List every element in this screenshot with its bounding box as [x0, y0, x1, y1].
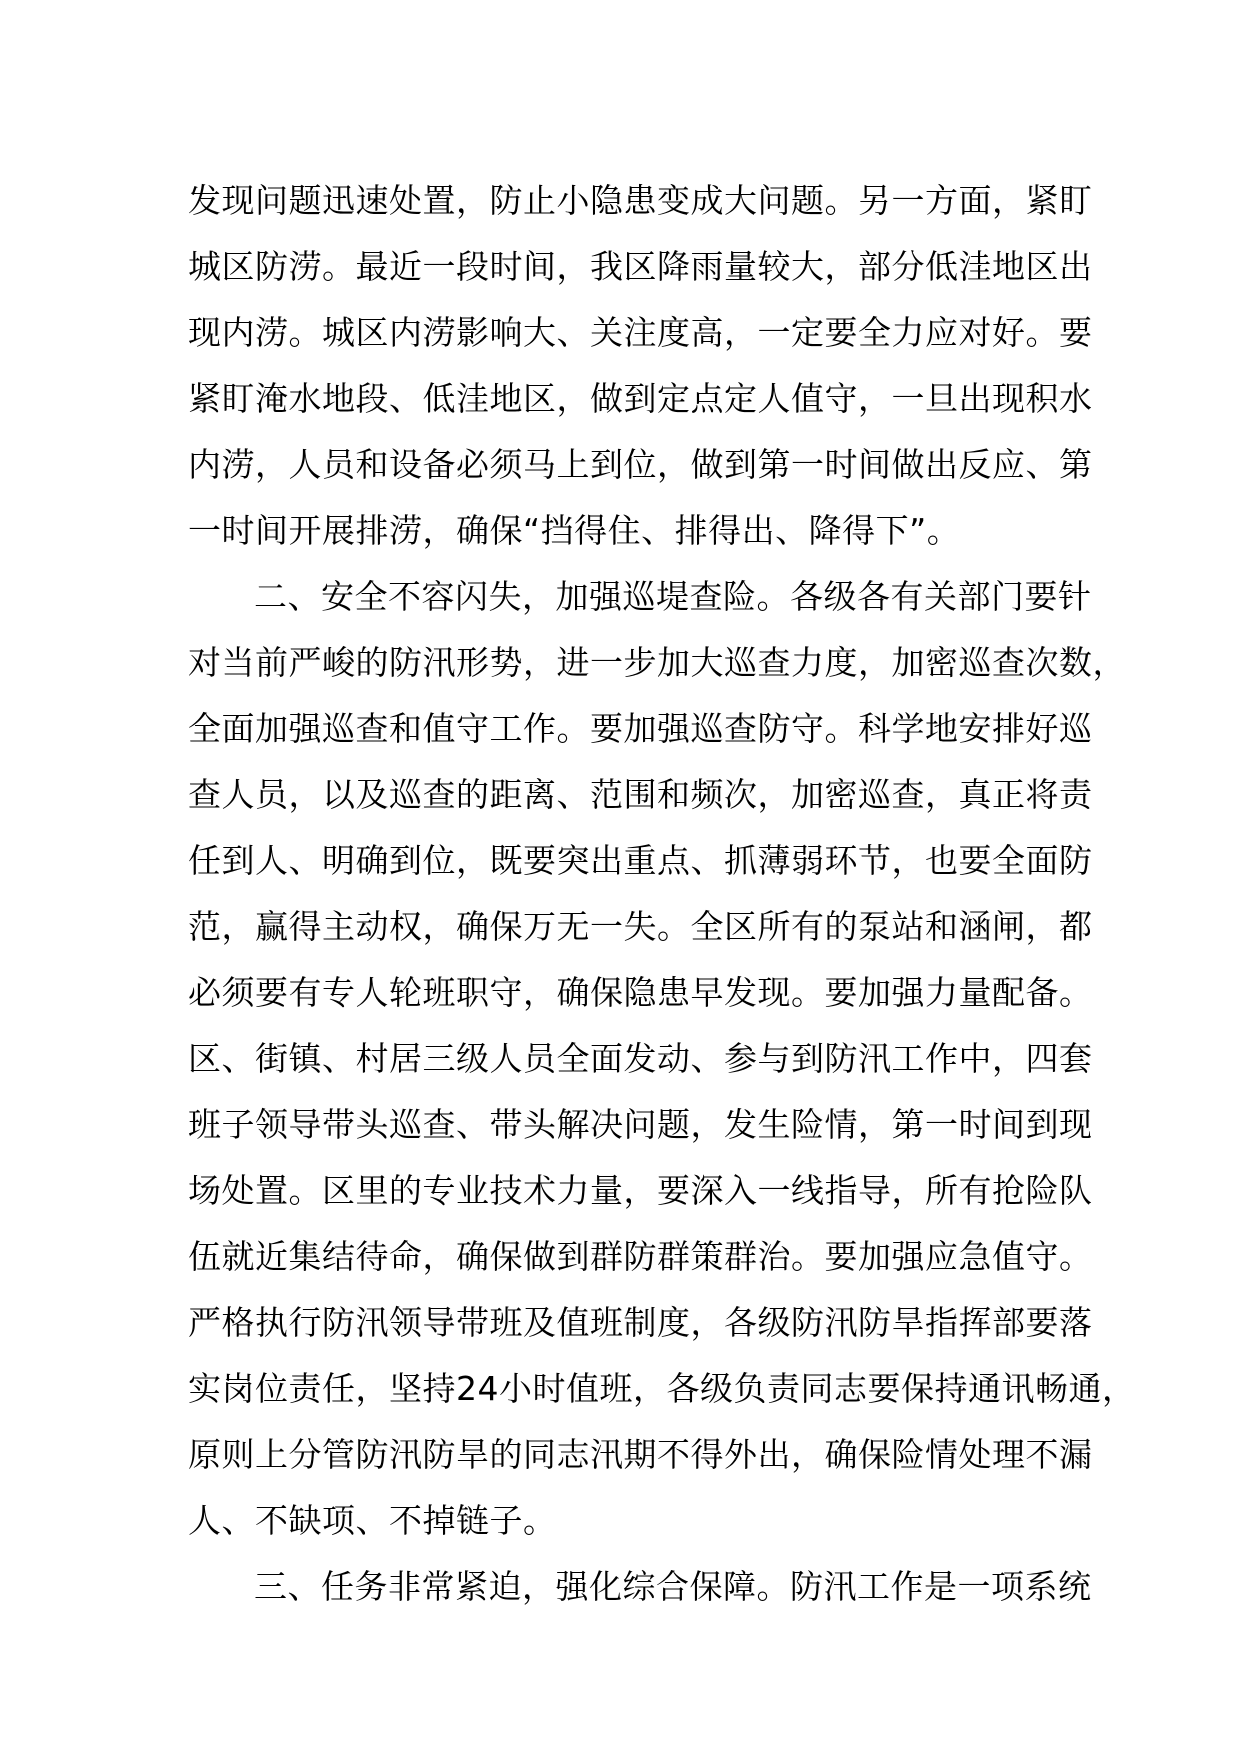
text-line: 对当前严峻的防汛形势，进一步加大巡查力度，加密巡查次数，: [188, 643, 1126, 682]
text-line: 现内涝。城区内涝影响大、关注度高，一定要全力应对好。要: [188, 313, 1093, 352]
text-line: 必须要有专人轮班职守，确保隐患早发现。要加强力量配备。: [188, 973, 1093, 1012]
text-line: 发现问题迅速处置，防止小隐患变成大问题。另一方面，紧盯: [188, 181, 1093, 220]
body-text: [188, 168, 1136, 1620]
text-line: 实岗位责任，坚持24小时值班，各级负责同志要保持通讯畅通，: [188, 1369, 1136, 1408]
text-line: 一时间开展排涝，确保“挡得住、排得出、降得下”。: [188, 511, 961, 550]
section-heading-line: 二、安全不容闪失，加强巡堤查险。各级各有关部门要针: [254, 577, 1092, 616]
text-line: 全面加强巡查和值守工作。要加强巡查防守。科学地安排好巡: [188, 709, 1093, 748]
text-line: 任到人、明确到位，既要突出重点、抓薄弱环节，也要全面防: [188, 841, 1093, 880]
text-line: 原则上分管防汛防旱的同志汛期不得外出，确保险情处理不漏: [188, 1435, 1093, 1474]
text-line: 区、街镇、村居三级人员全面发动、参与到防汛工作中，四套: [188, 1039, 1093, 1078]
text-line: 内涝，人员和设备必须马上到位，做到第一时间做出反应、第: [188, 445, 1093, 484]
text-line: 城区防涝。最近一段时间，我区降雨量较大，部分低洼地区出: [188, 247, 1093, 286]
text-line: 紧盯淹水地段、低洼地区，做到定点定人值守，一旦出现积水: [188, 379, 1093, 418]
text-line: 班子领导带头巡查、带头解决问题，发生险情，第一时间到现: [188, 1105, 1093, 1144]
text-line: 人、不缺项、不掉链子。: [188, 1501, 557, 1540]
section-heading-line: 三、任务非常紧迫，强化综合保障。防汛工作是一项系统: [254, 1567, 1092, 1606]
text-line: 范，赢得主动权，确保万无一失。全区所有的泵站和涵闸，都: [188, 907, 1093, 946]
text-line: 场处置。区里的专业技术力量，要深入一线指导，所有抢险队: [188, 1171, 1093, 1210]
text-line: 严格执行防汛领导带班及值班制度，各级防汛防旱指挥部要落: [188, 1303, 1093, 1342]
text-line: 查人员，以及巡查的距离、范围和频次，加密巡查，真正将责: [188, 775, 1093, 814]
text-line: 伍就近集结待命，确保做到群防群策群治。要加强应急值守。: [188, 1237, 1093, 1276]
